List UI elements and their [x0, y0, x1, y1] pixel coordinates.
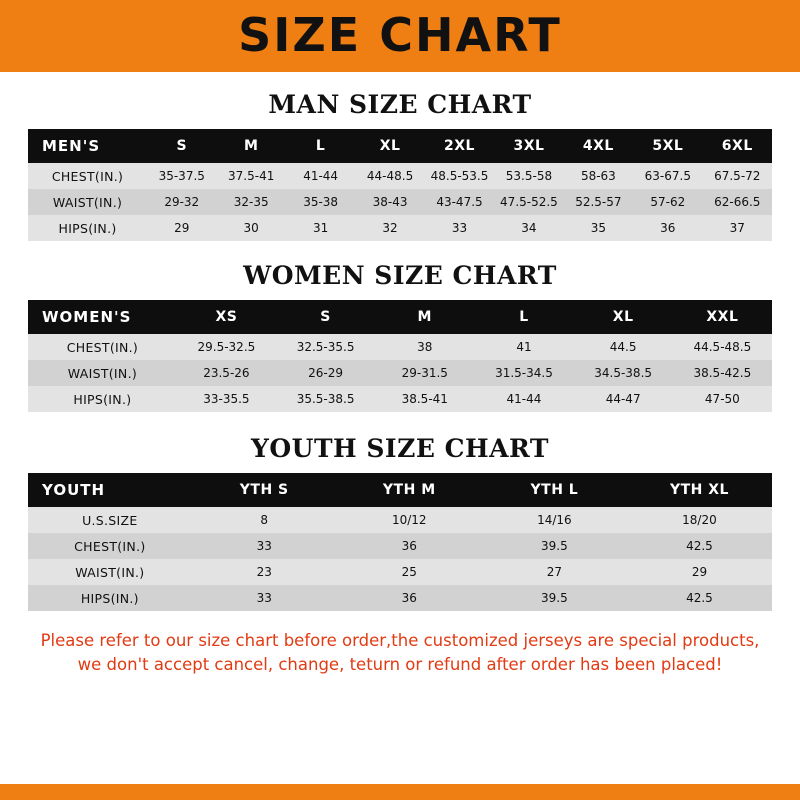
- cell: 36: [401, 591, 417, 605]
- table-row: [28, 559, 772, 585]
- column-header: S: [320, 309, 331, 325]
- table-corner-label: MEN'S: [42, 137, 101, 155]
- man-section-title: MAN SIZE CHART: [268, 90, 532, 119]
- cell: 33-35.5: [203, 392, 250, 406]
- chart-body: [0, 90, 800, 677]
- table-corner-label: WOMEN'S: [42, 308, 132, 326]
- cell: 10/12: [391, 513, 427, 527]
- table-row: [28, 215, 772, 241]
- page-title: SIZE CHART: [238, 8, 562, 62]
- table-row: [28, 334, 772, 360]
- cell: 27: [546, 565, 562, 579]
- table-row: [28, 533, 772, 559]
- column-header: YTH L: [530, 482, 579, 498]
- cell: 33: [451, 221, 468, 235]
- column-header: XL: [379, 138, 401, 154]
- cell: 39.5: [541, 539, 568, 553]
- table-row: [28, 507, 772, 533]
- cell: 38.5-41: [401, 392, 448, 406]
- column-header: 6XL: [721, 138, 753, 154]
- row-label: CHEST(IN.): [66, 339, 139, 355]
- cell: 35-38: [303, 195, 339, 209]
- youth-size-table: [28, 473, 772, 611]
- cell: 14/16: [537, 513, 572, 527]
- row-label: WAIST(IN.): [75, 564, 145, 580]
- cell: 38.5-42.5: [693, 366, 752, 380]
- man-size-table: [28, 129, 772, 241]
- cell: 47-50: [704, 392, 740, 406]
- cell: 33: [256, 591, 272, 605]
- column-header: XS: [215, 309, 238, 325]
- row-label: HIPS(IN.): [58, 220, 117, 236]
- cell: 29: [691, 565, 708, 579]
- cell: 53.5-58: [505, 169, 553, 183]
- table-header-row: [28, 129, 772, 163]
- cell: 42.5: [686, 539, 713, 553]
- cell: 67.5-72: [714, 169, 761, 183]
- cell: 62-66.5: [714, 195, 761, 209]
- cell: 43-47.5: [436, 195, 483, 209]
- table-row: [28, 163, 772, 189]
- column-header: L: [315, 138, 326, 154]
- table-row: [28, 189, 772, 215]
- column-header: 4XL: [582, 138, 614, 154]
- notice-line-2: we don't accept cancel, change, teturn or refund after order has been placed!: [77, 654, 723, 674]
- table-header-row: [28, 300, 772, 334]
- column-header: 2XL: [444, 138, 475, 154]
- cell: 29-31.5: [401, 366, 448, 380]
- cell: 26-29: [308, 366, 344, 380]
- cell: 37: [729, 221, 745, 235]
- column-header: YTH M: [382, 482, 436, 498]
- cell: 32.5-35.5: [296, 340, 355, 354]
- column-header: M: [417, 309, 432, 325]
- cell: 41-44: [303, 169, 339, 183]
- cell: 41: [516, 340, 532, 354]
- cell: 44-47: [605, 392, 641, 406]
- cell: 34.5-38.5: [594, 366, 653, 380]
- table-header-row: [28, 473, 772, 507]
- cell: 38-43: [372, 195, 408, 209]
- column-header: YTH S: [239, 482, 289, 498]
- table-corner-label: YOUTH: [42, 481, 106, 499]
- cell: 32: [382, 221, 398, 235]
- cell: 48.5-53.5: [430, 169, 489, 183]
- cell: 30: [243, 221, 259, 235]
- cell: 23.5-26: [203, 366, 250, 380]
- cell: 36: [660, 221, 676, 235]
- column-header: XXL: [706, 309, 739, 325]
- youth-section-title: YOUTH SIZE CHART: [251, 434, 549, 463]
- cell: 37.5-41: [228, 169, 275, 183]
- column-header: 5XL: [652, 138, 684, 154]
- bottom-band: [0, 784, 800, 800]
- row-label: WAIST(IN.): [52, 194, 123, 210]
- cell: 41-44: [506, 392, 542, 406]
- cell: 63-67.5: [644, 169, 691, 183]
- cell: 57-62: [650, 195, 686, 209]
- cell: 44.5: [609, 340, 637, 354]
- notice-line-1: Please refer to our size chart before order,the customized jerseys are special products,: [40, 631, 760, 650]
- row-label: WAIST(IN.): [67, 365, 138, 381]
- column-header: L: [519, 309, 529, 325]
- cell: 35-37.5: [158, 169, 205, 183]
- cell: 33: [256, 539, 272, 553]
- women-size-table: [28, 300, 772, 412]
- cell: 32-35: [233, 195, 269, 209]
- cell: 23: [256, 565, 272, 579]
- cell: 31: [312, 221, 329, 235]
- cell: 18/20: [682, 513, 717, 527]
- column-header: 3XL: [513, 138, 545, 154]
- cell: 25: [401, 565, 417, 579]
- column-header: S: [176, 138, 188, 154]
- cell: 39.5: [541, 591, 568, 605]
- cell: 31.5-34.5: [495, 366, 553, 380]
- table-row: [28, 360, 772, 386]
- table-row: [28, 386, 772, 412]
- notice-text: [28, 629, 772, 677]
- cell: 44.5-48.5: [693, 340, 752, 354]
- table-row: [28, 585, 772, 611]
- row-label: HIPS(IN.): [80, 590, 139, 606]
- column-header: XL: [612, 309, 634, 325]
- row-label: CHEST(IN.): [51, 168, 124, 184]
- cell: 35.5-38.5: [296, 392, 355, 406]
- cell: 38: [417, 340, 433, 354]
- cell: 44-48.5: [366, 169, 414, 183]
- column-header: YTH XL: [669, 482, 729, 498]
- cell: 47.5-52.5: [500, 195, 558, 209]
- row-label: HIPS(IN.): [73, 391, 132, 407]
- cell: 36: [401, 539, 417, 553]
- cell: 52.5-57: [575, 195, 622, 209]
- column-header: M: [243, 138, 259, 154]
- cell: 58-63: [580, 169, 616, 183]
- cell: 29: [174, 221, 190, 235]
- cell: 35: [590, 221, 607, 235]
- cell: 42.5: [686, 591, 713, 605]
- row-label: U.S.SIZE: [82, 512, 138, 528]
- cell: 8: [260, 513, 269, 527]
- cell: 29-32: [164, 195, 200, 209]
- row-label: CHEST(IN.): [74, 538, 146, 554]
- women-section-title: WOMEN SIZE CHART: [243, 261, 557, 290]
- cell: 34: [521, 221, 537, 235]
- cell: 29.5-32.5: [197, 340, 256, 354]
- header-band: [0, 0, 800, 72]
